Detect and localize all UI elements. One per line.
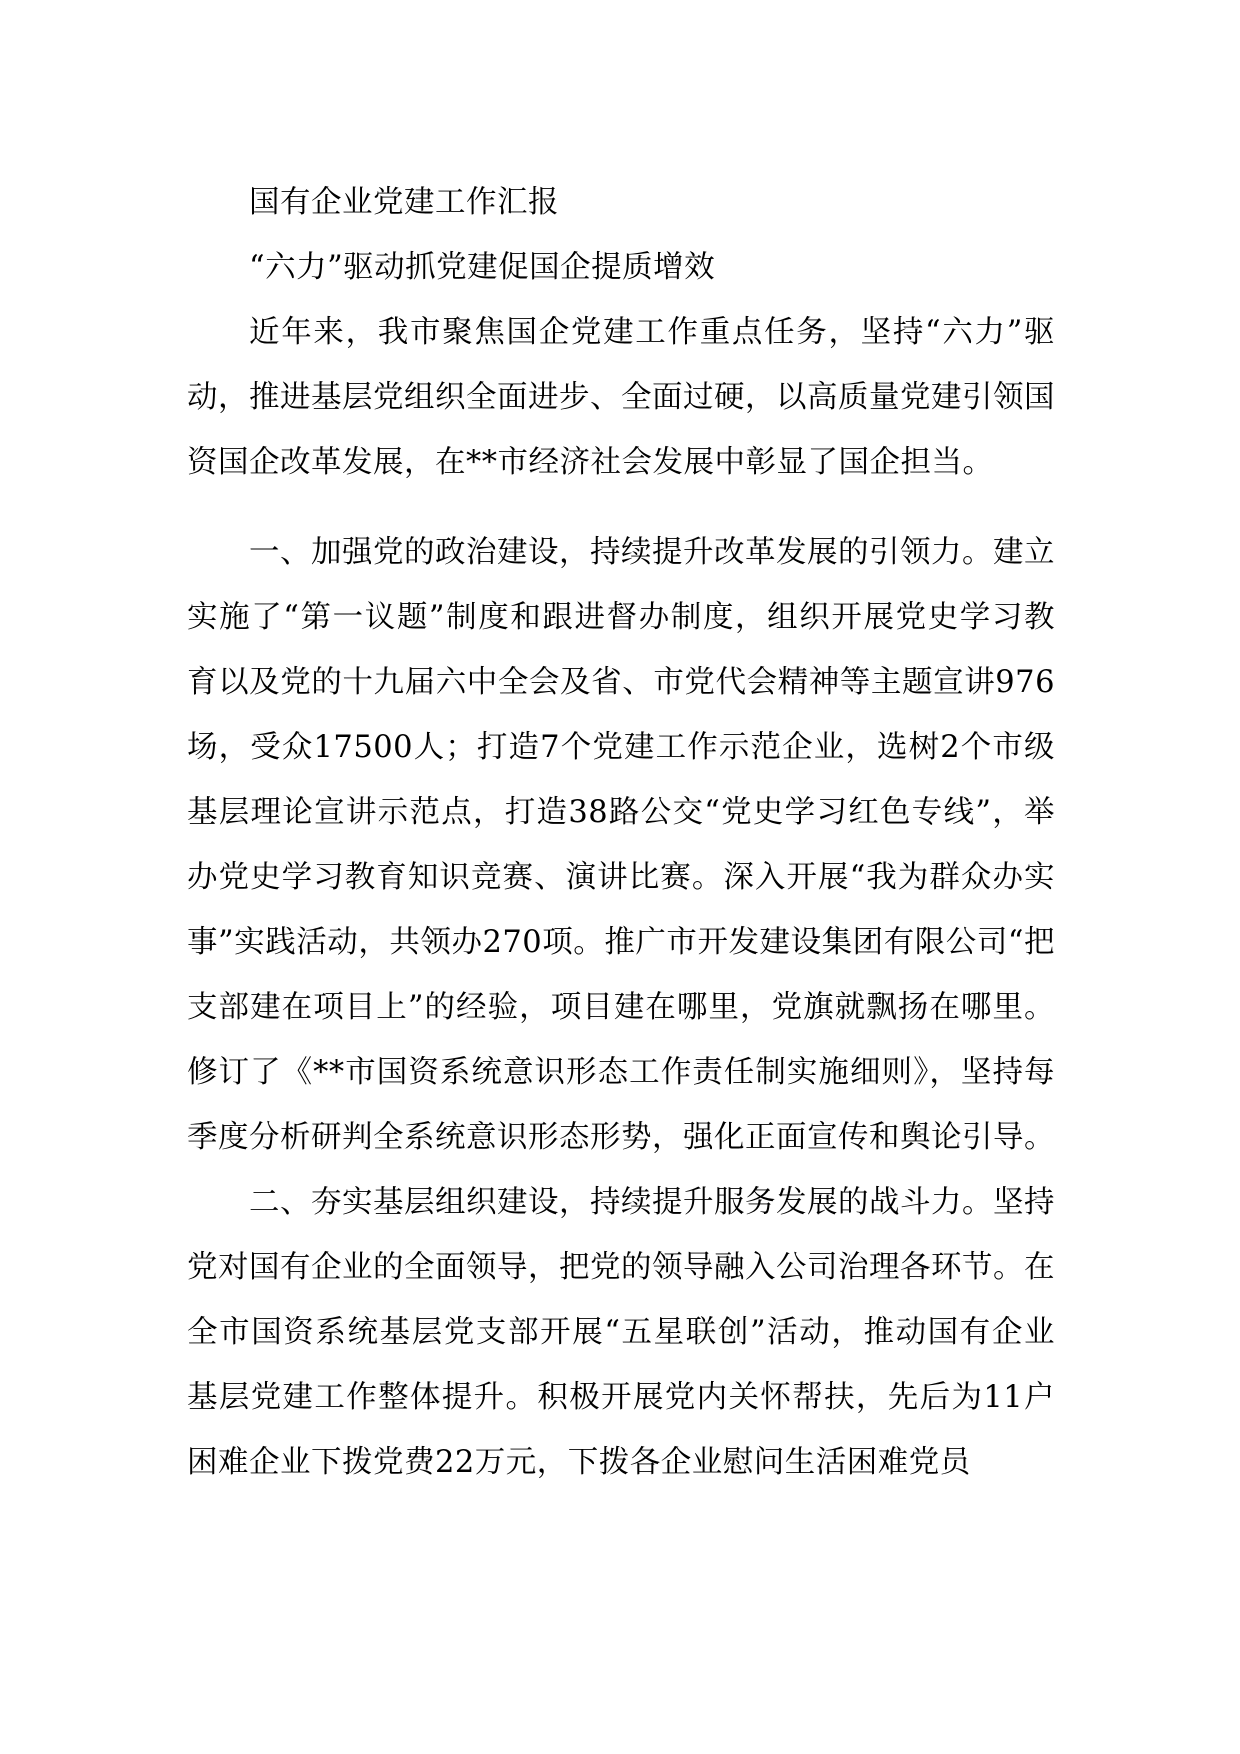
- document-title: 国有企业党建工作汇报: [249, 185, 559, 220]
- document-body: [187, 170, 1055, 1495]
- intro-paragraph: 近年来，我市聚焦国企党建工作重点任务，坚持“六力”驱动，推进基层党组织全面进步、全面过硬，以高质量党建引领国资国企改革发展，在**市经济社会发展中彰显了国企担当。: [187, 315, 1055, 480]
- section-one-paragraph: 一、加强党的政治建设，持续提升改革发展的引领力。建立实施了“第一议题”制度和跟进督办制度，组织开展党史学习教育以及党的十九届六中全会及省、市党代会精神等主题宣讲976场，受众17500人；打造7个党建工作示范企业，选树2个市级基层理论宣讲示范点，打造38路公交“党史学习红色专线”，举办党史学习教育知识竞赛、演讲比赛。深入开展“我为群众办实事”实践活动，共领办270项。推广市开发建设集团有限公司“把支部建在项目上”的经验，项目建在哪里，党旗就飘扬在哪里。修订了《**市国资系统意识形态工作责任制实施细则》，坚持每季度分析研判全系统意识形态形势，强化正面宣传和舆论引导。: [187, 535, 1055, 1155]
- section-two-paragraph: 二、夯实基层组织建设，持续提升服务发展的战斗力。坚持党对国有企业的全面领导，把党的领导融入公司治理各环节。在全市国资系统基层党支部开展“五星联创”活动，推动国有企业基层党建工作整体提升。积极开展党内关怀帮扶，先后为11户困难企业下拨党费22万元，下拨各企业慰问生活困难党员: [187, 1185, 1055, 1480]
- document-subtitle: “六力”驱动抓党建促国企提质增效: [249, 250, 716, 285]
